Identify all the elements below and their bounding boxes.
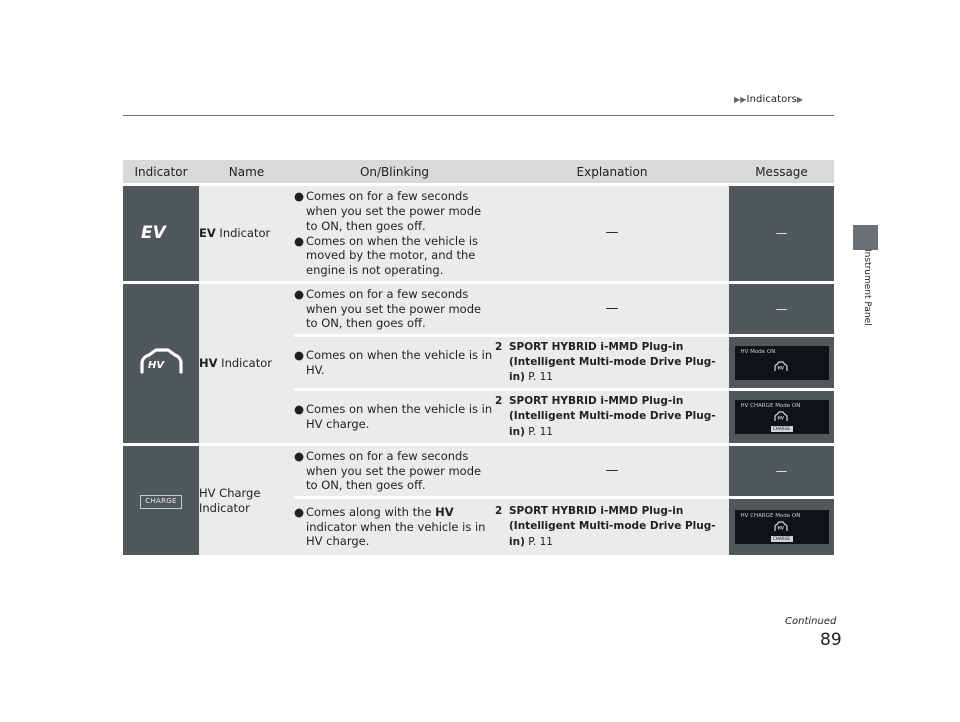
list-item: ● Comes on for a few seconds when you set the power mode to ON, then goes off.	[294, 188, 482, 233]
indicator-table	[123, 157, 834, 558]
table-header-row	[123, 160, 834, 183]
hv-charge-mode-screen-image: HV CHARGE Mode ON HV CHARGE	[735, 510, 829, 544]
ev-explanation-cell: —	[495, 186, 729, 281]
list-item: ● Comes on for a few seconds when you set the power mode to ON, then goes off.	[294, 286, 482, 331]
cross-reference-link[interactable]: 2 SPORT HYBRID i-MMD Plug-in (Intelligent Multi-mode Drive Plug-in) P. 11	[495, 504, 729, 550]
breadcrumb-arrow-icon: ▶▶	[734, 95, 747, 104]
column-header-name: Name	[199, 160, 294, 183]
hv-message-cell-3	[729, 391, 834, 443]
ev-indicator-icon	[139, 223, 183, 241]
cross-reference-link[interactable]: 2 SPORT HYBRID i-MMD Plug-in (Intelligent Multi-mode Drive Plug-in) P. 11	[495, 340, 729, 386]
ev-message-cell: —	[729, 186, 834, 281]
hv-charge-mode-screen-image: HV CHARGE Mode ON HV CHARGE	[735, 400, 829, 434]
hv-charge-name: HV Charge Indicator	[199, 485, 261, 515]
header-rule	[123, 115, 834, 116]
list-item: ● Comes on when the vehicle is moved by the motor, and the engine is not operating.	[294, 233, 479, 278]
hv-charge-name-cell	[199, 446, 294, 555]
hv-mode-screen-image: HV Mode ON HV	[735, 346, 829, 380]
bullet-icon: ●	[294, 448, 305, 463]
ev-name-cell	[199, 186, 294, 281]
column-header-explanation: Explanation	[495, 160, 729, 183]
breadcrumb-arrow-icon: ▶	[796, 95, 804, 104]
charge-tag: CHARGE	[771, 426, 793, 432]
hv-on-blinking-cell-1	[294, 284, 495, 334]
charge-tag: CHARGE	[771, 536, 793, 542]
reference-arrow-icon: 2	[495, 395, 503, 408]
column-header-indicator: Indicator	[123, 160, 199, 183]
hv-name-rest: Indicator	[217, 356, 273, 371]
breadcrumb-label: Indicators	[746, 94, 797, 105]
table-row-hv-charge-1	[123, 446, 834, 496]
svg-text:EV: EV	[141, 222, 166, 241]
hv-charge-message-cell-2	[729, 499, 834, 555]
bullet-icon: ●	[294, 347, 305, 362]
hv-charge-on-blinking-cell-2	[294, 499, 495, 555]
bullet-icon: ●	[294, 504, 305, 519]
list-item: ● Comes on for a few seconds when you set the power mode to ON, then goes off.	[294, 448, 482, 493]
hv-charge-explanation-cell-2	[495, 499, 729, 555]
bullet-icon: ●	[294, 233, 305, 248]
breadcrumb	[734, 94, 803, 105]
hv-car-icon	[773, 361, 789, 372]
ev-on-blinking-cell	[294, 186, 495, 281]
hv-charge-indicator-cell	[123, 446, 199, 555]
bullet-icon: ●	[294, 402, 305, 417]
hv-on-blinking-cell-3	[294, 391, 495, 443]
page-number: 89	[820, 630, 842, 650]
section-tab	[853, 225, 878, 250]
hv-indicator-cell	[123, 284, 199, 443]
hv-explanation-cell-3	[495, 391, 729, 443]
hv-charge-on-blinking-cell-1	[294, 446, 495, 496]
hv-car-icon	[136, 347, 186, 377]
svg-text:HV: HV	[777, 365, 784, 370]
cross-reference-link[interactable]: 2 SPORT HYBRID i-MMD Plug-in (Intelligent Multi-mode Drive Plug-in) P. 11	[495, 394, 729, 440]
hv-car-icon	[773, 411, 789, 422]
list-item: ● Comes along with the HV indicator when the vehicle is in HV charge.	[294, 504, 486, 549]
bullet-icon: ●	[294, 188, 305, 203]
svg-text:HV: HV	[777, 525, 784, 531]
reference-arrow-icon: 2	[495, 340, 503, 353]
hv-charge-message-cell-1: —	[729, 446, 834, 496]
column-header-on-blinking: On/Blinking	[294, 160, 495, 183]
charge-indicator-icon: CHARGE	[140, 495, 181, 508]
ev-indicator-cell	[123, 186, 199, 281]
ev-name-bold: EV	[199, 226, 216, 241]
svg-text:HV: HV	[777, 415, 784, 421]
hv-message-cell-1: —	[729, 284, 834, 334]
table-row-hv-1	[123, 284, 834, 334]
column-header-message: Message	[729, 160, 834, 183]
continued-label: Continued	[785, 616, 837, 627]
hv-charge-explanation-cell-1: —	[495, 446, 729, 496]
hv-on-blinking-cell-2	[294, 337, 495, 388]
hv-explanation-cell-2	[495, 337, 729, 388]
hv-name-cell	[199, 284, 294, 443]
section-label: Instrument Panel	[862, 249, 872, 326]
list-item: ● Comes on when the vehicle is in HV charge.	[294, 402, 493, 431]
hv-car-icon	[773, 521, 789, 532]
table-row-ev	[123, 186, 834, 281]
list-item: ● Comes on when the vehicle is in HV.	[294, 347, 493, 377]
ev-name-rest: Indicator	[215, 226, 271, 241]
svg-text:HV: HV	[148, 359, 165, 371]
hv-name-bold: HV	[199, 356, 218, 371]
reference-arrow-icon: 2	[495, 505, 503, 518]
hv-explanation-cell-1: —	[495, 284, 729, 334]
bullet-icon: ●	[294, 286, 305, 301]
hv-message-cell-2	[729, 337, 834, 388]
